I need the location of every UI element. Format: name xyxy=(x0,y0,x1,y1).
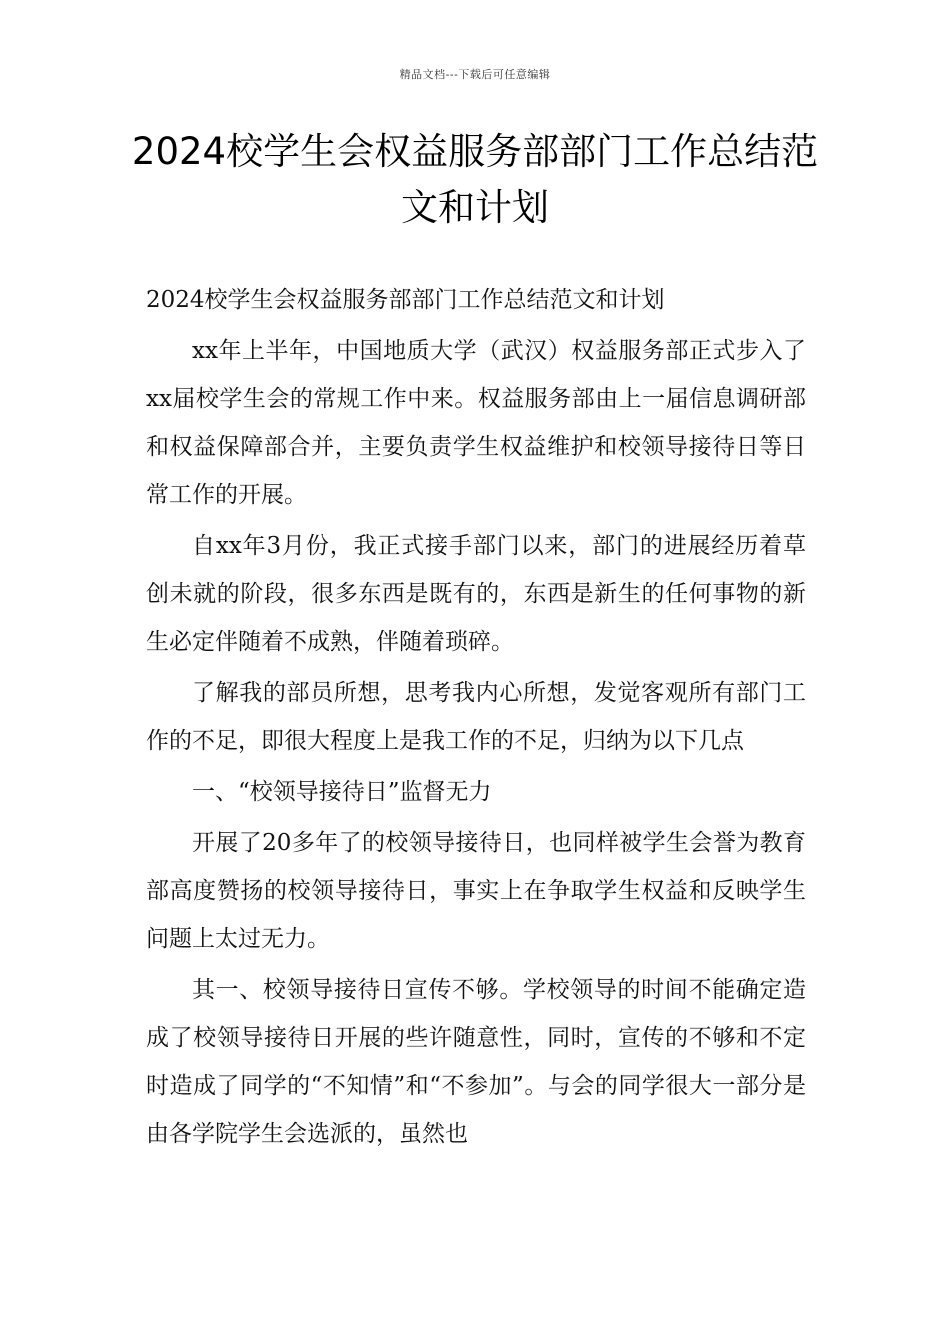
section-heading: 一、“校领导接待日”监督无力 xyxy=(192,779,492,805)
paragraph: xx年上半年，中国地质大学（武汉）权益服务部正式步入了xx届校学生会的常规工作中来。权益服务部由上一届信息调研部和权益保障部合并，主要负责学生权益维护和校领导接待日等日常工作的开展。 xyxy=(146,338,806,508)
paragraph: 了解我的部员所想，思考我内心所想，发觉客观所有部门工作的不足，即很大程度上是我工作的不足，归纳为以下几点 xyxy=(146,680,806,754)
document-title: 2024校学生会权益服务部部门工作总结范文和计划 xyxy=(131,130,819,229)
paragraph: 自xx年3月份，我正式接手部门以来，部门的进展经历着草创未就的阶段，很多东西是既有的，东西是新生的任何事物的新生必定伴随着不成熟，伴随着琐碎。 xyxy=(146,533,806,655)
paragraph: 其一、校领导接待日宣传不够。学校领导的时间不能确定造成了校领导接待日开展的些许随意性，同时，宣传的不够和不定时造成了同学的“不知情”和“不参加”。与会的同学很大一部分是由各学院学生会选派的，虽然也 xyxy=(146,977,806,1147)
paragraph: 开展了20多年了的校领导接待日，也同样被学生会誉为教育部高度赞扬的校领导接待日，事实上在争取学生权益和反映学生问题上太过无力。 xyxy=(146,830,806,952)
body-heading: 2024校学生会权益服务部部门工作总结范文和计划 xyxy=(146,287,665,313)
document-body xyxy=(146,276,806,1161)
header-note: 精品文档---下载后可任意编辑 xyxy=(399,68,551,81)
